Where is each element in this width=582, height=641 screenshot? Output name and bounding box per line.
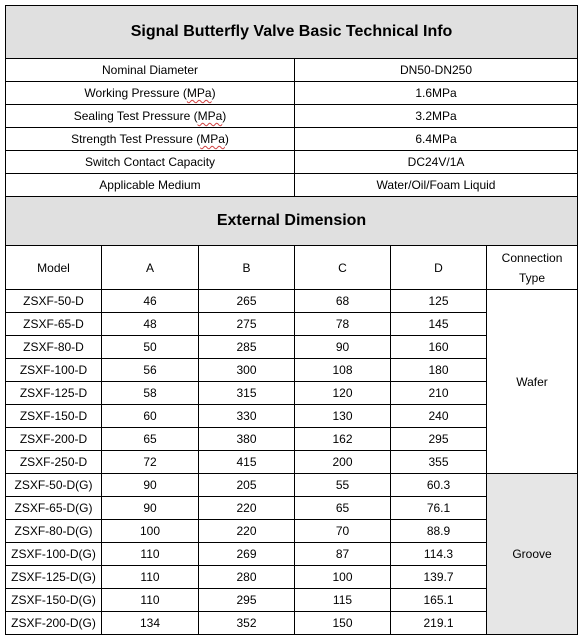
table-cell: 265: [199, 290, 295, 313]
table-cell: 68: [295, 290, 391, 313]
table-cell: 180: [391, 359, 487, 382]
table-cell: 60: [102, 405, 199, 428]
table-cell: 315: [199, 382, 295, 405]
table-cell: 70: [295, 520, 391, 543]
table-cell: ZSXF-80-D: [6, 336, 102, 359]
table-cell: 380: [199, 428, 295, 451]
table-cell: ZSXF-125-D: [6, 382, 102, 405]
info-label: [6, 82, 295, 105]
table-cell: 275: [199, 313, 295, 336]
info-label: [6, 174, 295, 197]
info-label-text: Sealing Test Pressure (: [73, 109, 198, 123]
table-cell: ZSXF-50-D(G): [6, 474, 102, 497]
dimension-title: External Dimension: [6, 197, 578, 246]
info-label-text: Applicable Medium: [99, 178, 201, 192]
column-header: D: [391, 246, 487, 290]
table-cell: 220: [199, 497, 295, 520]
info-row: [6, 151, 578, 174]
table-cell: 165.1: [391, 589, 487, 612]
info-row: [6, 105, 578, 128]
info-value: Water/Oil/Foam Liquid: [295, 174, 578, 197]
table-cell: 78: [295, 313, 391, 336]
table-cell: 90: [102, 497, 199, 520]
table-cell: 330: [199, 405, 295, 428]
column-header: Connection Type: [487, 246, 578, 290]
title-row: [6, 6, 578, 59]
table-cell: 65: [102, 428, 199, 451]
table-cell: 300: [199, 359, 295, 382]
info-label-suffix: ): [224, 132, 229, 146]
info-label-suffix: ): [222, 109, 227, 123]
table-cell: 210: [391, 382, 487, 405]
table-cell: 219.1: [391, 612, 487, 635]
table-cell: 114.3: [391, 543, 487, 566]
table-cell: 355: [391, 451, 487, 474]
spec-table: [5, 5, 578, 635]
table-cell: 150: [295, 612, 391, 635]
info-value: 3.2MPa: [295, 105, 578, 128]
table-title: Signal Butterfly Valve Basic Technical Info: [6, 6, 578, 59]
table-cell: 55: [295, 474, 391, 497]
table-cell: 76.1: [391, 497, 487, 520]
table-cell: ZSXF-100-D(G): [6, 543, 102, 566]
table-cell: 295: [199, 589, 295, 612]
info-value: 6.4MPa: [295, 128, 578, 151]
table-cell: 200: [295, 451, 391, 474]
table-cell: 100: [295, 566, 391, 589]
table-cell: 58: [102, 382, 199, 405]
table-cell: 65: [295, 497, 391, 520]
info-label-text: Switch Contact Capacity: [84, 155, 216, 169]
table-cell: ZSXF-250-D: [6, 451, 102, 474]
table-cell: 269: [199, 543, 295, 566]
info-row: [6, 82, 578, 105]
table-cell: 90: [102, 474, 199, 497]
info-value: 1.6MPa: [295, 82, 578, 105]
table-cell: 280: [199, 566, 295, 589]
dimension-title-row: [6, 197, 578, 246]
table-cell: 48: [102, 313, 199, 336]
table-cell: 130: [295, 405, 391, 428]
table-cell: 115: [295, 589, 391, 612]
table-cell: ZSXF-200-D(G): [6, 612, 102, 635]
connection-type-cell: Wafer: [487, 290, 578, 474]
table-cell: 125: [391, 290, 487, 313]
spec-sheet: [5, 5, 577, 635]
table-cell: ZSXF-100-D: [6, 359, 102, 382]
table-cell: 87: [295, 543, 391, 566]
table-cell: 205: [199, 474, 295, 497]
info-label: [6, 105, 295, 128]
table-cell: 240: [391, 405, 487, 428]
info-label-unit: MPa: [197, 109, 223, 123]
table-cell: ZSXF-65-D: [6, 313, 102, 336]
column-header: C: [295, 246, 391, 290]
table-cell: 108: [295, 359, 391, 382]
table-cell: ZSXF-65-D(G): [6, 497, 102, 520]
dimension-header-row: [6, 246, 578, 290]
column-header: Model: [6, 246, 102, 290]
table-cell: 110: [102, 566, 199, 589]
column-header: A: [102, 246, 199, 290]
info-label-text: Strength Test Pressure (: [71, 132, 201, 146]
table-cell: 110: [102, 589, 199, 612]
info-label-unit: MPa: [200, 132, 225, 146]
table-cell: 72: [102, 451, 199, 474]
table-cell: 352: [199, 612, 295, 635]
column-header: B: [199, 246, 295, 290]
table-cell: 90: [295, 336, 391, 359]
info-label: [6, 59, 295, 82]
table-cell: 134: [102, 612, 199, 635]
table-cell: 46: [102, 290, 199, 313]
table-cell: 285: [199, 336, 295, 359]
table-cell: ZSXF-150-D: [6, 405, 102, 428]
table-row: [6, 290, 578, 313]
connection-type-cell: Groove: [487, 474, 578, 635]
table-cell: 120: [295, 382, 391, 405]
table-row: [6, 474, 578, 497]
info-value: DN50-DN250: [295, 59, 578, 82]
table-cell: 100: [102, 520, 199, 543]
table-cell: 295: [391, 428, 487, 451]
info-label-text: Working Pressure (: [84, 86, 187, 100]
info-row: [6, 59, 578, 82]
table-cell: 56: [102, 359, 199, 382]
table-cell: ZSXF-50-D: [6, 290, 102, 313]
table-cell: 139.7: [391, 566, 487, 589]
info-label: [6, 151, 295, 174]
table-cell: 160: [391, 336, 487, 359]
table-cell: 60.3: [391, 474, 487, 497]
table-cell: ZSXF-125-D(G): [6, 566, 102, 589]
table-cell: 162: [295, 428, 391, 451]
table-cell: 110: [102, 543, 199, 566]
info-value: DC24V/1A: [295, 151, 578, 174]
info-label-suffix: ): [211, 86, 216, 100]
info-label: [6, 128, 295, 151]
info-row: [6, 128, 578, 151]
info-label-text: Nominal Diameter: [101, 63, 199, 77]
table-cell: ZSXF-200-D: [6, 428, 102, 451]
table-cell: ZSXF-80-D(G): [6, 520, 102, 543]
table-cell: 415: [199, 451, 295, 474]
table-cell: 88.9: [391, 520, 487, 543]
info-label-unit: MPa: [186, 86, 212, 100]
info-row: [6, 174, 578, 197]
table-cell: 50: [102, 336, 199, 359]
table-cell: ZSXF-150-D(G): [6, 589, 102, 612]
table-cell: 220: [199, 520, 295, 543]
table-cell: 145: [391, 313, 487, 336]
